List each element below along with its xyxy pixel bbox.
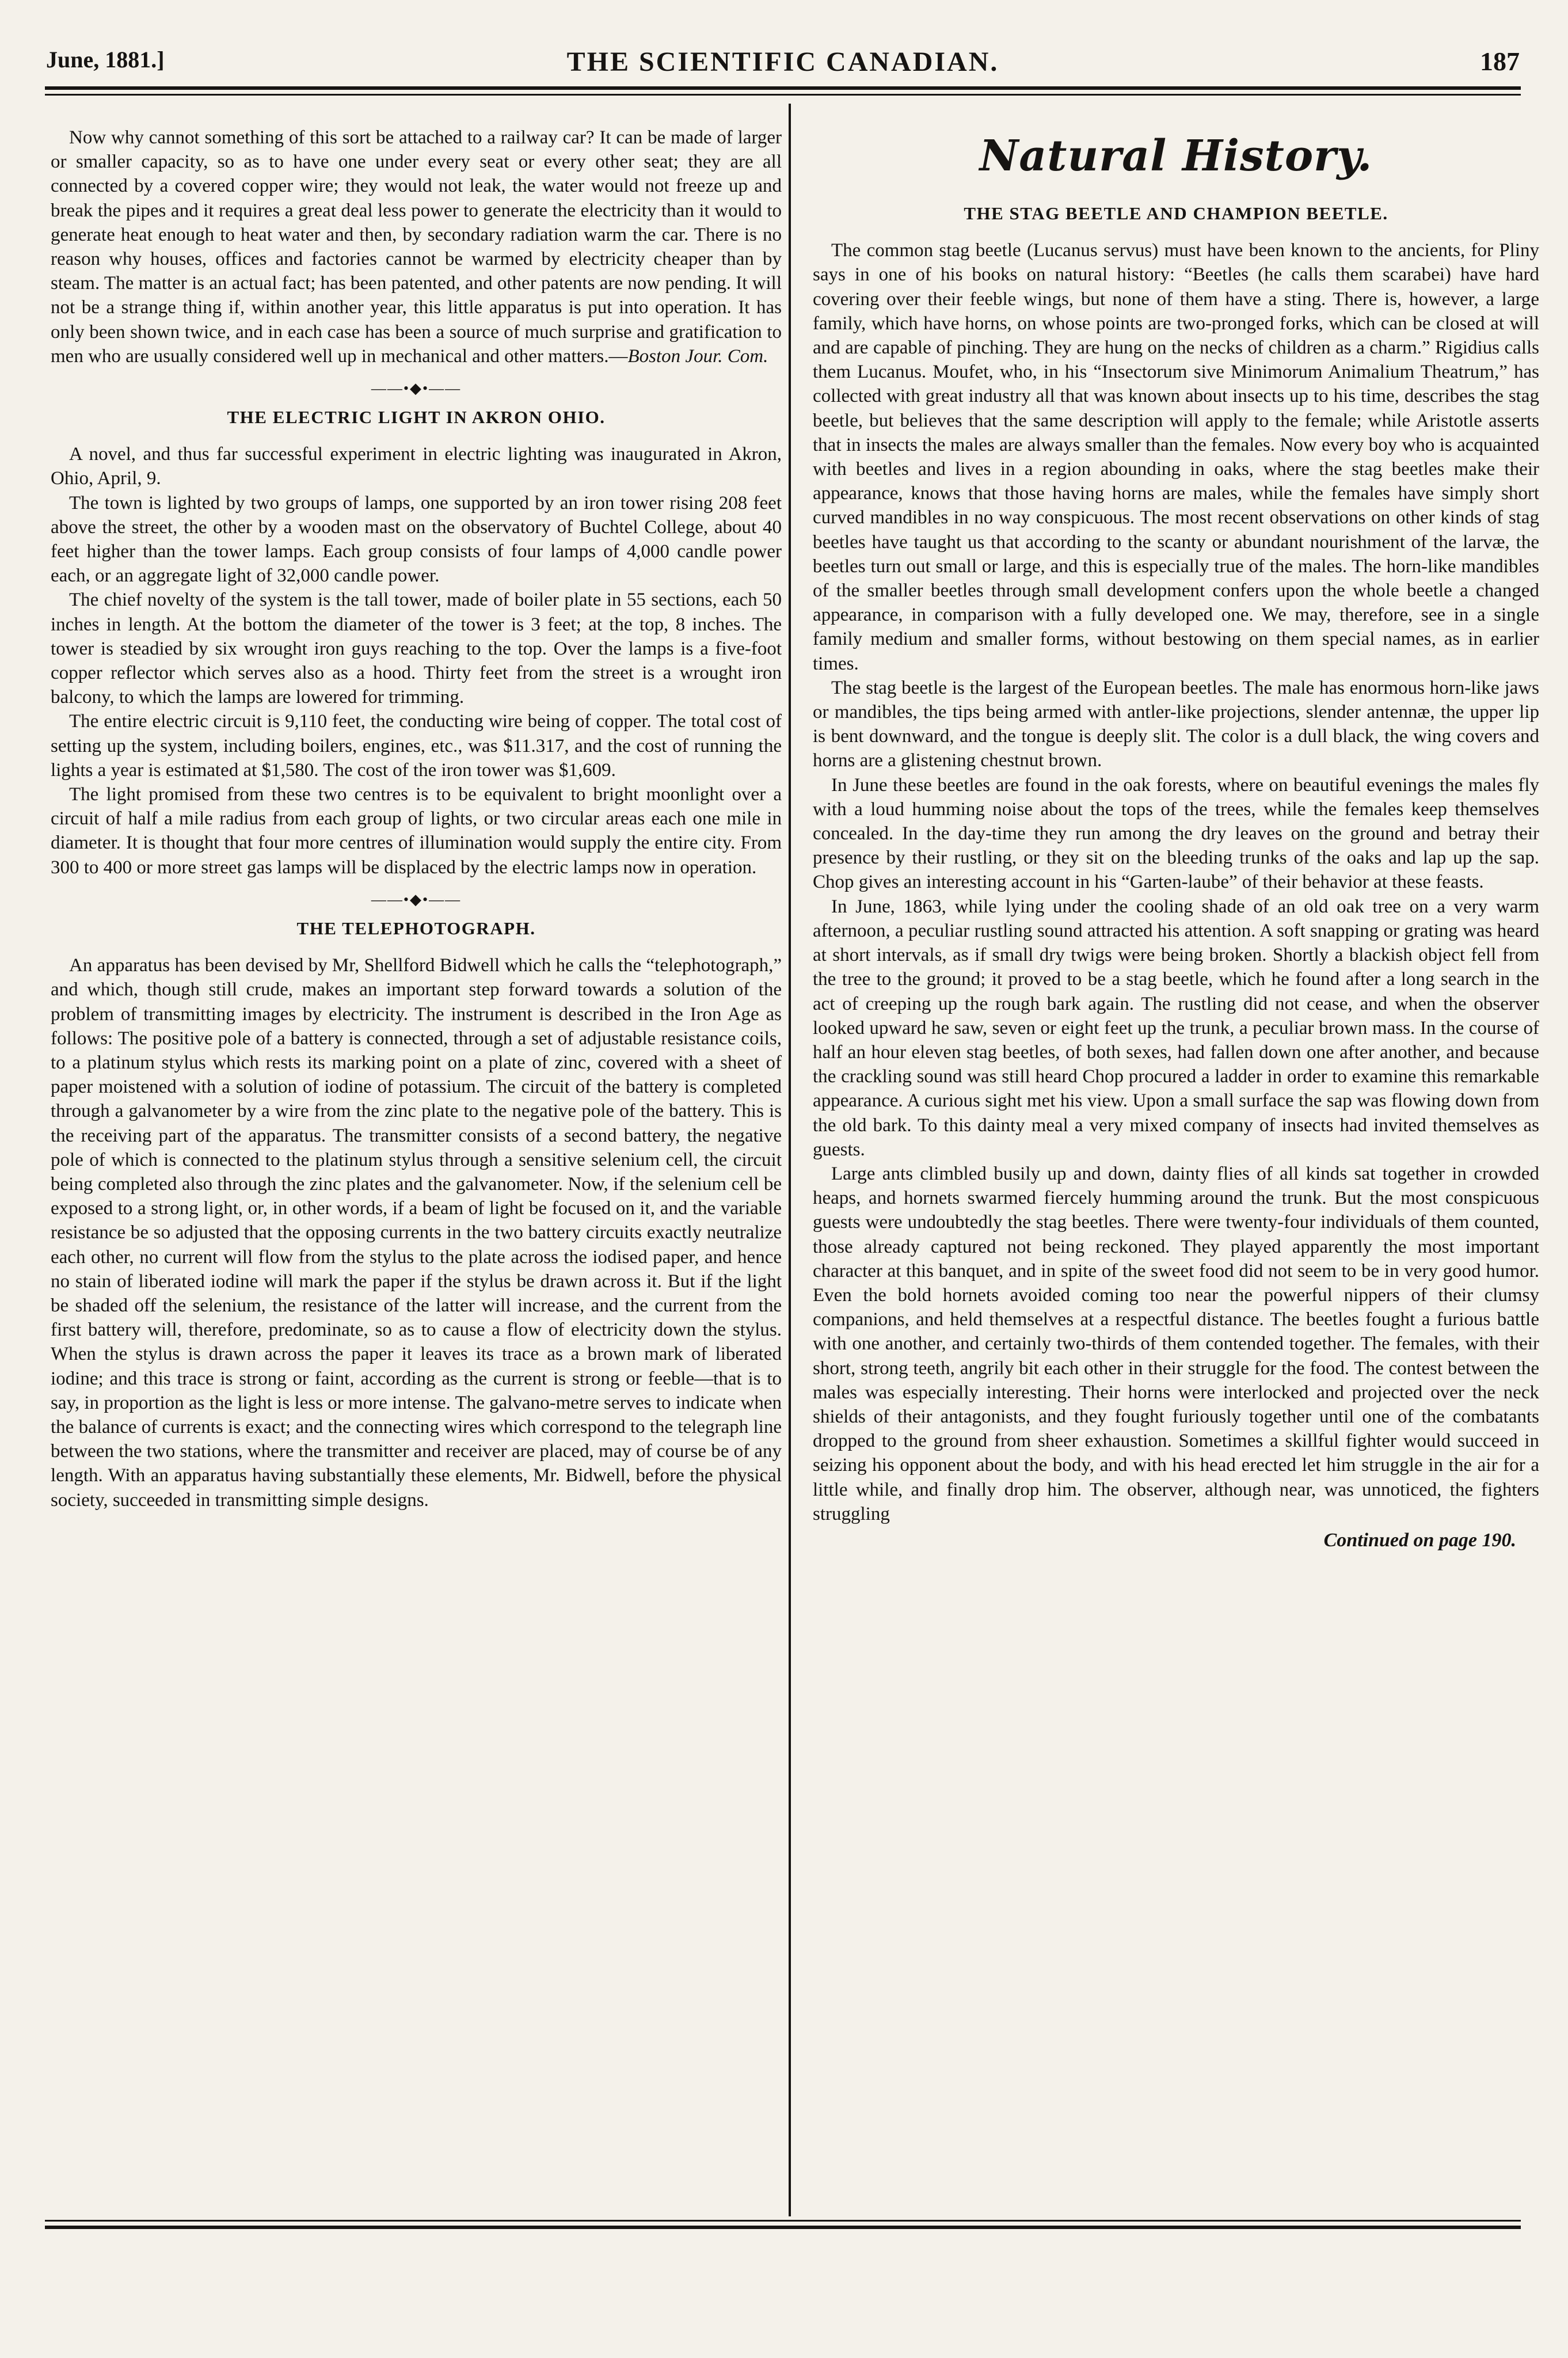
beetle-paragraph: Large ants climbled busily up and down, dainty flies of all kinds sat together in crowded heaps, and hornets swarmed fiercely humming around the trunk. But the most conspicuous guests were undoubtedly the stag beetles. There were twenty-four individuals of them counted, those already captured not being reckoned. They played apparently the most important character at this banquet, and in spite of the sweet food did not seem to be in very good humor. Even the bold hornets avoided coming too near the powerful nippers of their clumsy companions, and held themselves at a respectful distance. The beetles fought a furious battle with one another, and certainly two-thirds of them contended together. The females, with their short, strong teeth, angrily bit each other in their struggle for the food. The contest between the males was especially interesting. Their horns were interlocked and projected over the neck shields of their antagonists, and they fought furiously together until one of the combatants dropped to the ground from sheer exhaustion. Sometimes a skillful fighter would succeed in seizing his opponent about the body, and with his head erected let him struggle in the air for a little while, and finally drop him. The observer, although near, was unnoticed, the fighters struggling [813,1163,1539,1524]
column-divider [789,104,791,2216]
page-number: 187 [1480,47,1520,76]
left-column [51,125,782,2214]
akron-paragraph: The entire electric circuit is 9,110 feet, the conducting wire being of copper. The total cost of setting up the system, including boilers, engines, etc., was $11.317, and the cost of running the lights a year is estimated at $1,580. The cost of the iron tower was $1,609. [51,711,782,781]
akron-paragraph: A novel, and thus far successful experiment in electric lighting was inaugurated in Akron, Ohio, April, 9. [51,444,782,489]
department-title: Natural History. [979,131,1373,181]
beetle-paragraph: The common stag beetle (Lucanus servus) must have been known to the ancients, for Pliny says in one of his books on natural history: “Beetles (he calls them scarabei) have hard covering over their feeble wings, but none of them have a sting. There is, however, a large family, which have horns, on whose points are two-pronged forks, which can be closed at will and are capable of pinching. They are hung on the necks of children as a charm.” Rigidius calls them Lucanus. Moufet, who, in his “Insectorum sive Minimorum Animalium Theatrum,” has collected with great industry all that was known about insects up to his time, describes the stag beetle, but believes that the same description will apply to the female; while Aristotle asserts that in insects the males are always smaller than the females. Now every boy who is acquainted with beetles and lives in a region abounding in oaks, where the stag beetles make their appearance, knows that those having horns are males, while the females have simply short curved mandibles in no way conspicuous. The most recent observations on other kinds of stag beetles have taught us that according to the scanty or abundant nourishment of the larvæ, the beetles turn out small or large, and this is especially true of the males. The horn-like mandibles of the smaller beetles through small development confers upon the whole beetle a changed appearance, in comparison with a fully developed one. We may, therefore, see in a single family medium and smaller forms, without bestowing on them special names, as in earlier times. [813,240,1539,674]
beetle-paragraph: The stag beetle is the largest of the European beetles. The male has enormous horn-like jaws or mandibles, the tips being armed with antler-like projections, slender antennæ, the upper lip is bent downward, and the tongue is deeply slit. The color is a dull black, the wing covers and horns are a glistening chestnut brown. [813,677,1539,771]
akron-paragraph: The chief novelty of the system is the tall tower, made of boiler plate in 55 sections, each 50 inches in length. At the bottom the diameter of the tower is 3 feet; at the top, 8 inches. The tower is steadied by six wrought iron guys reaching to the top. Over the lamps is a five-foot copper reflector which serves also as a hood. Thirty feet from the street is a wrought iron balcony, to which the lamps are lowered for trimming. [51,590,782,708]
intro-source: Boston Jour. Com. [627,345,768,367]
page-header [46,33,1520,79]
telephotograph-paragraph: An apparatus has been devised by Mr, Shellford Bidwell which he calls the “telephotograph,” and which, though still crude, makes an important step forward towards a solution of the problem of transmitting images by electricity. The instrument is described in the Iron Age as follows: The positive pole of a battery is connected, through a set of adjustable resistance coils, to a platinum stylus which rests its marking point on a plate of zinc, covered with a sheet of paper moistened with a solution of iodine of potassium. The circuit of the battery is completed through a galvanometer by a wire from the zinc plate to the negative pole of the battery. This is the receiving part of the apparatus. The transmitter consists of a second battery, the negative pole of which is connected to the platinum stylus through a sensitive selenium cell, the circuit being completed also through the zinc plates and the galvanometer. Now, if the selenium cell be exposed to a strong light, or, in other words, if a beam of light be focused on it, and the variable resistance be so adjusted that the opposing currents in the two battery circuits exactly neutralize each other, no current will flow from the stylus to the plate across the iodised paper, and hence no stain of liberated iodine will mark the paper if the stylus be drawn across it. But if the light be shaded off the selenium, the resistance of the latter will increase, and the current from the first battery will, therefore, predominate, so as to cause a flow of electricity down the stylus. When the stylus is drawn across the paper it leaves its trace as a brown mark of liberated iodine; and this trace is strong or faint, according as the current is strong or feeble—that is to say, in proportion as the light is less or more intense. The galvano-metre serves to indicate when the balance of currents is exact; and the connecting wires which correspond to the telegraph line between the two stations, where the transmitter and receiver are placed, may of course be of any length. With an apparatus having substantially these elements, Mr. Bidwell, before the physical society, succeeded in transmitting simple designs. [51,955,782,1511]
article-heading-stag-beetle: THE STAG BEETLE AND CHAMPION BEETLE. [964,203,1388,223]
top-rule [45,86,1521,90]
section-ornament: ——•◆•—— [371,380,462,397]
masthead-title: THE SCIENTIFIC CANADIAN. [566,47,999,77]
akron-paragraph: The light promised from these two centres is to be equivalent to bright moonlight over a circuit of half a mile radius from each group of lights, or two circular areas each one mile in diameter. It is thought that four more centres of illumination would supply the entire city. From 300 to 400 or more street gas lamps will be displaced by the electric lamps now in operation. [51,784,782,878]
article-heading-telephotograph: THE TELEPHOTOGRAPH. [296,918,536,938]
beetle-paragraph: In June these beetles are found in the oak forests, where on beautiful evenings the males fly with a loud humming noise about the tops of the trees, while the females keep themselves concealed. In the day-time they run among the dry leaves on the ground and betray their presence by their rustling, or they sit on the bleeding trunks of the oaks and lap up the sap. Chop gives an interesting account in his “Garten-laube” of their behavior at these feasts. [813,774,1539,893]
akron-paragraph: The town is lighted by two groups of lamps, one supported by an iron tower rising 208 feet above the street, the other by a wooden mast on the observatory of Buchtel College, about 40 feet higher than the tower lamps. Each group consists of four lamps of 4,000 candle power each, or an aggregate light of 32,000 candle power. [51,492,782,587]
bottom-rule [45,2226,1521,2229]
intro-paragraph: Now why cannot something of this sort be attached to a railway car? It can be made of larger or smaller capacity, so as to have one under every seat or every other seat; they are all connected by a covered copper wire; they would not leak, the water would not freeze up and break the pipes and it requires a great deal less power to generate the electricity than it would to generate heat enough to heat water and then, by secondary radiation warm the car. There is no reason why houses, offices and factories cannot be warmed by electricity cheaper than by steam. The matter is an actual fact; has been patented, and other patents are now pending. It will not be a strange thing if, within another year, this little apparatus is put into operation. It has only been shown twice, and in each case has been a source of much surprise and gratification to men who are usually considered well up in mechanical and other matters.—Boston Jour. Com. [51,127,782,367]
beetle-paragraph: In June, 1863, while lying under the cooling shade of an old oak tree on a very warm afternoon, a peculiar rustling sound attracted his attention. A soft snapping or grating was heard at short intervals, as if small dry twigs were being broken. Shortly a blackish object fell from the tree to the ground; it proved to be a stag beetle, which he found after a long search in the act of creeping up the rough bark again. The rustling did not cease, and when the observer looked upward he saw, seven or eight feet up the trunk, a peculiar brown mass. In the course of half an hour eleven stag beetles, of both sexes, had fallen down one after another, and because the crackling sound was still heard Chop procured a ladder in order to examine this remarkable appearance. A curious sight met his view. Upon a small surface the sap was flowing down from the old bark. To this dainty meal a very mixed company of insects had invited themselves as guests. [813,896,1539,1160]
bottom-rule-thin [45,2220,1521,2222]
top-rule-thin [45,94,1521,96]
issue-date: June, 1881.] [46,47,165,73]
continued-note: Continued on page 190. [1323,1529,1516,1551]
article-heading-akron: THE ELECTRIC LIGHT IN AKRON OHIO. [227,407,606,428]
right-column [813,125,1539,2214]
section-ornament: ——•◆•—— [371,891,462,908]
